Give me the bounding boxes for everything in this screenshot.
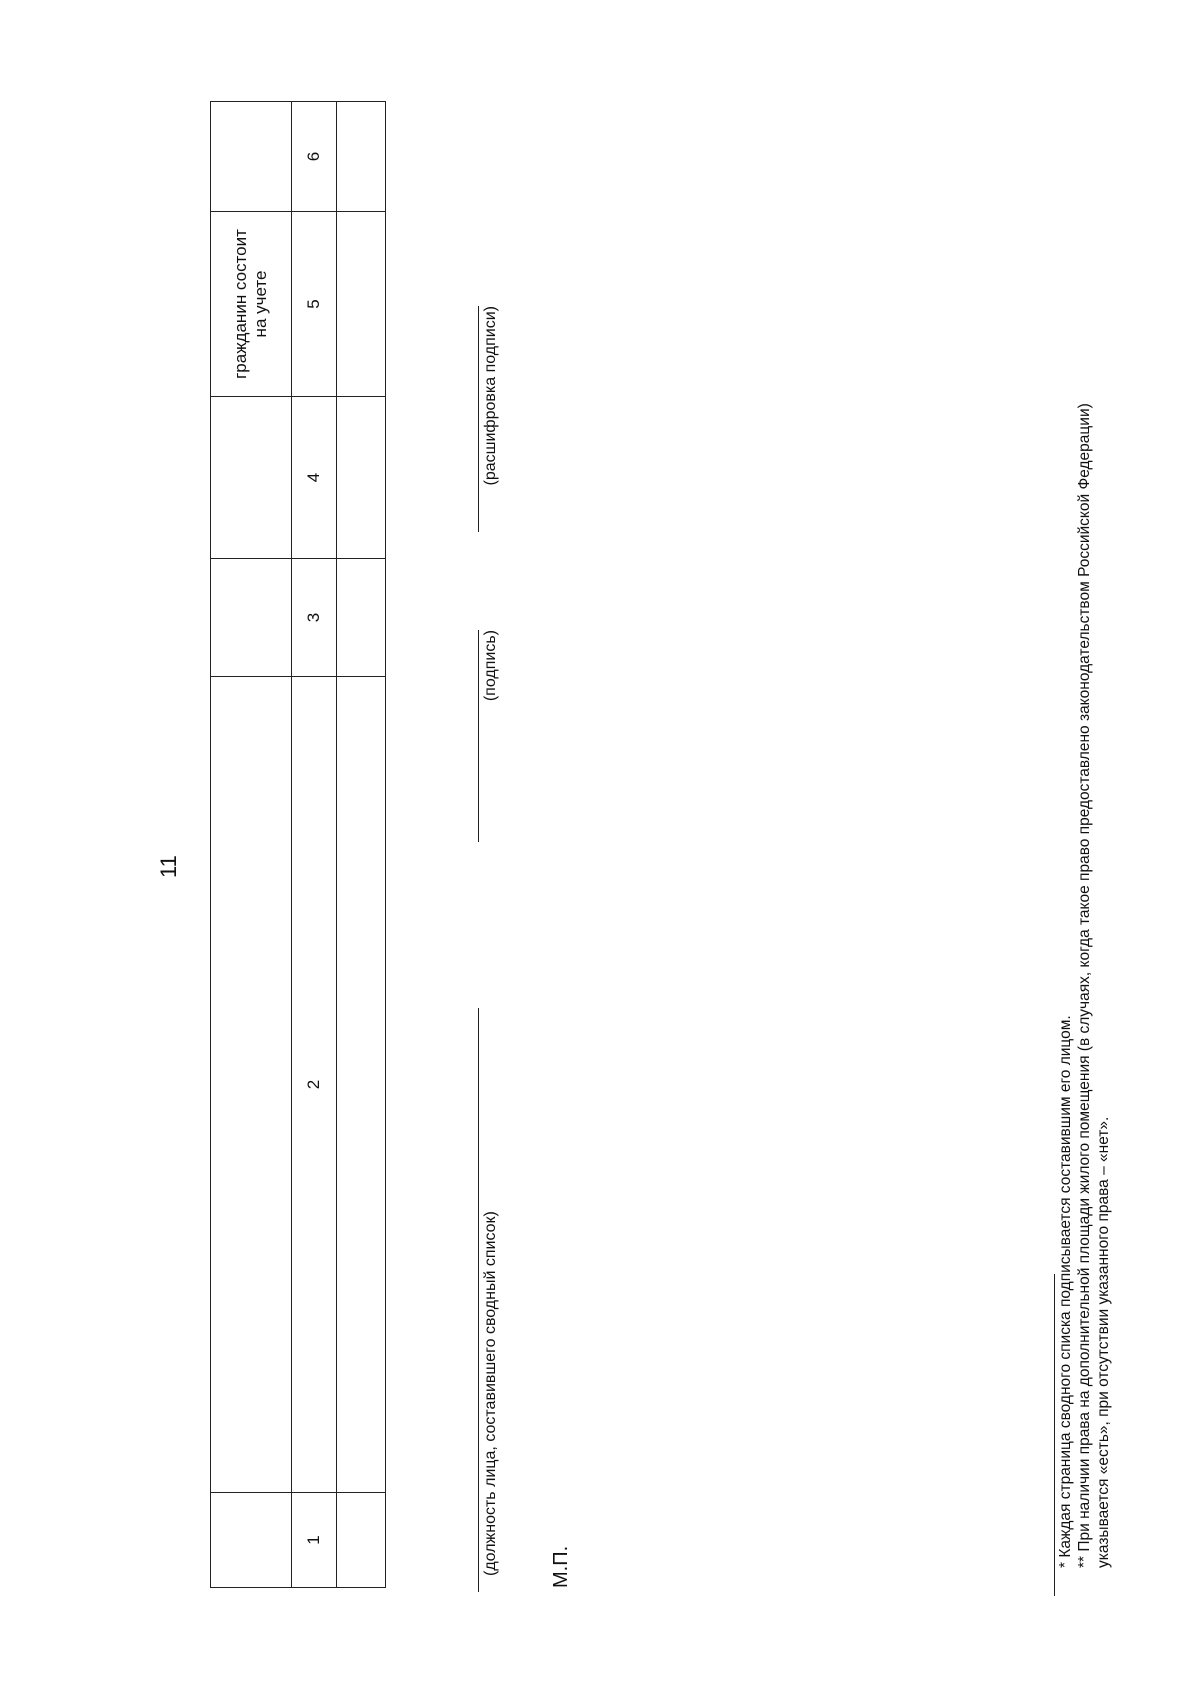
- footnote-separator: [1054, 1274, 1055, 1596]
- column-number-2: 2: [292, 677, 337, 1493]
- header-registered-label: гражданин состоит на учете: [231, 229, 270, 379]
- column-number-row: [292, 102, 337, 1588]
- body-cell-5: [337, 212, 386, 397]
- body-cell-2: [337, 677, 386, 1493]
- column-number-3: 3: [292, 559, 337, 677]
- footnote-1: * Каждая страница сводного списка подписывается составившим его лицом.: [1057, 1015, 1074, 1568]
- header-cell-3: [211, 559, 292, 677]
- column-number-5: 5: [292, 212, 337, 397]
- header-cell-1: [211, 1493, 292, 1588]
- header-cell-5: [211, 212, 292, 397]
- column-number-4: 4: [292, 397, 337, 559]
- table-header-row: [211, 102, 292, 1588]
- body-cell-1: [337, 1493, 386, 1588]
- footnotes: [1056, 316, 1113, 1596]
- column-number-1: 1: [292, 1493, 337, 1588]
- table-row: [337, 102, 386, 1588]
- summary-list-table: [210, 101, 386, 1588]
- body-cell-3: [337, 559, 386, 677]
- body-cell-4: [337, 397, 386, 559]
- header-cell-6: [211, 102, 292, 212]
- signature-line: (подпись): [478, 630, 501, 842]
- position-signature-line: (должность лица, составившего сводный список): [478, 1008, 501, 1592]
- body-cell-6: [337, 102, 386, 212]
- page-number: 11: [156, 855, 181, 878]
- column-number-6: 6: [292, 102, 337, 212]
- header-cell-2: [211, 677, 292, 1493]
- header-cell-4: [211, 397, 292, 559]
- footnote-2: ** При наличии права на дополнительной площади жилого помещения (в случаях, когда такое право предоставлено законодательством Российской Федерации) указывается «есть», при отсутствии указанного права – «нет».: [1076, 403, 1112, 1568]
- stamp-place-label: М.П.: [550, 1545, 572, 1588]
- signature-decode-line: (расшифровка подписи): [478, 306, 501, 532]
